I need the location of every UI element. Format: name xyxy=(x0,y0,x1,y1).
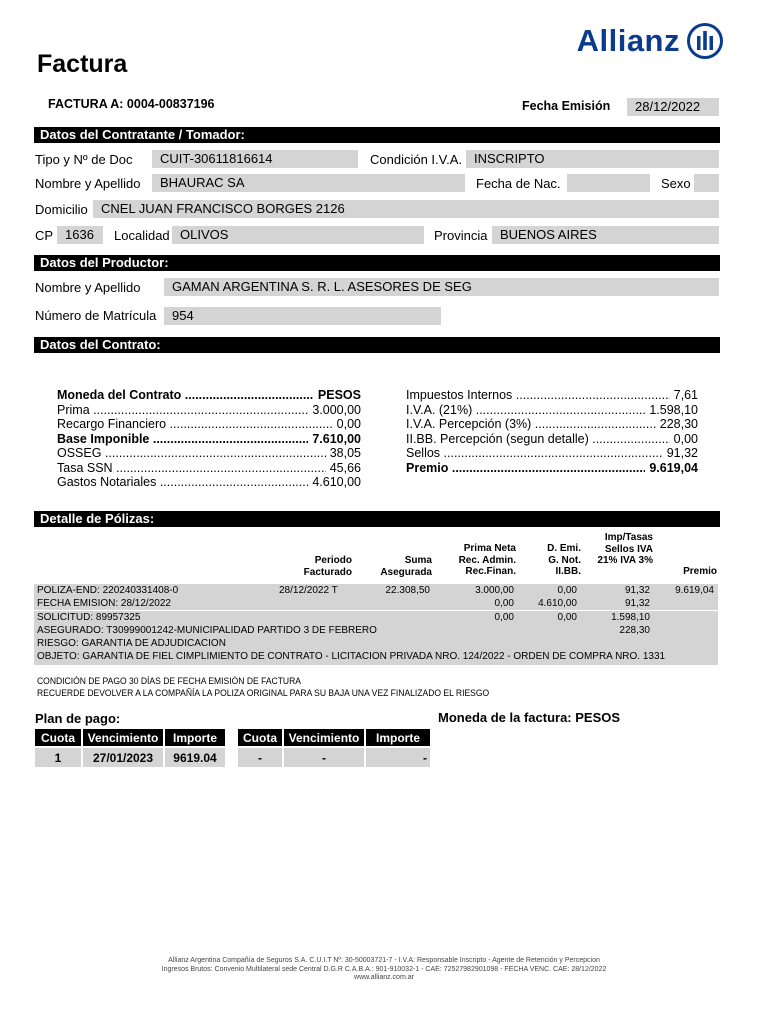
contract-row-premio: Premio ..... 9.619,04 xyxy=(406,461,698,476)
table-row: SOLICITUD: 89957325 0,00 0,00 1.598,10 xyxy=(37,612,650,623)
vencimiento-value: - xyxy=(283,747,365,767)
col-vencimiento: Vencimiento xyxy=(82,729,164,747)
cuota-value: - xyxy=(238,747,283,767)
vencimiento-value: 27/01/2023 xyxy=(82,747,164,767)
section-contrato-header: Datos del Contrato: xyxy=(34,337,720,353)
col-importe: Importe xyxy=(365,729,431,747)
col-importe: Importe xyxy=(164,729,226,747)
table-row xyxy=(35,747,226,767)
note-return-policy: RECUERDE DEVOLVER A LA COMPAÑÍA LA POLIZA ORIGINAL PARA SU BAJA UNA VEZ FINALIZADO EL RIESGO xyxy=(37,688,490,698)
contract-row-moneda: Moneda del Contrato ..... PESOS xyxy=(57,388,361,403)
cp-value: 1636 xyxy=(57,226,103,244)
col-cuota: Cuota xyxy=(238,729,283,747)
matricula-label: Número de Matrícula xyxy=(35,308,157,323)
doc-value: CUIT-30611816614 xyxy=(152,150,358,168)
section-productor-header: Datos del Productor: xyxy=(34,255,720,271)
invoice-number: FACTURA A: 0004-00837196 xyxy=(48,97,215,111)
table-row: RIESGO: GARANTIA DE ADJUDICACION xyxy=(37,638,226,649)
birth-value xyxy=(567,174,650,192)
province-label: Provincia xyxy=(434,228,488,243)
table-row: OBJETO: GARANTIA DE FIEL CIMPLIMIENTO DE CONTRATO - LICITACION PRIVADA NRO. 124/2022 - ORDEN DE COMPRA NRO. 1331 xyxy=(37,651,666,662)
poliza-block-top xyxy=(34,584,718,610)
col-demi: D. Emi. G. Not. II.BB. xyxy=(547,543,581,577)
contract-row-prima: Prima ..... 3.000,00 xyxy=(57,403,361,418)
matricula-value: 954 xyxy=(164,307,441,325)
brand-name: Allianz xyxy=(576,23,680,58)
brand-logo xyxy=(577,22,724,60)
doc-label: Tipo y Nº de Doc xyxy=(35,152,133,167)
footer-link[interactable]: www.allianz.com.ar xyxy=(354,974,414,981)
col-suma: Suma Asegurada xyxy=(380,555,432,578)
table-row: POLIZA-END: 220240331408-0 28/12/2022 T 22.308,50 3.000,00 0,00 91,32 9.619,04 xyxy=(37,585,714,596)
iva-value: INSCRIPTO xyxy=(466,150,719,168)
city-label: Localidad xyxy=(114,228,170,243)
contract-row-sellos: Sellos ..... 91,32 xyxy=(406,446,698,461)
importe-value: - xyxy=(365,747,431,767)
emission-date-label: Fecha Emisión xyxy=(522,99,611,113)
col-prima: Prima Neta Rec. Admin. Rec.Finan. xyxy=(458,543,516,577)
cuota-value: 1 xyxy=(35,747,82,767)
contract-row-iva21: I.V.A. (21%) ..... 1.598,10 xyxy=(406,403,698,418)
address-label: Domicilio xyxy=(35,202,88,217)
address-value: CNEL JUAN FRANCISCO BORGES 2126 xyxy=(93,200,719,218)
contract-row-osseg: OSSEG ..... 38,05 xyxy=(57,446,361,461)
payment-table-left xyxy=(35,729,227,767)
city-value: OLIVOS xyxy=(172,226,424,244)
currency-label: Moneda de la factura: PESOS xyxy=(438,710,621,725)
col-imp: Imp/Tasas Sellos IVA 21% IVA 3% xyxy=(597,532,653,566)
section-contratante-header: Datos del Contratante / Tomador: xyxy=(34,127,720,143)
table-row: FECHA EMISION: 28/12/2022 0,00 4.610,00 91,32 xyxy=(37,598,650,609)
contract-row-impuestos: Impuestos Internos ..... 7,61 xyxy=(406,388,698,403)
birth-label: Fecha de Nac. xyxy=(476,176,561,191)
contract-row-iibb: II.BB. Percepción (segun detalle) ..... 0,00 xyxy=(406,432,698,447)
cp-label: CP xyxy=(35,228,54,243)
col-periodo: Periodo Facturado xyxy=(303,555,352,578)
contract-row-recargo: Recargo Financiero ..... 0,00 xyxy=(57,417,361,432)
contract-row-iva3: I.V.A. Percepción (3%) ..... 228,30 xyxy=(406,417,698,432)
plan-label: Plan de pago: xyxy=(35,711,121,726)
footer-line: Allianz Argentina Compañía de Seguros S.A. C.U.I.T Nº: 30-50003721-7 - I.V.A: Responsable Inscripto - Agente de Retención y Percepcion xyxy=(168,957,600,964)
name-value: BHAURAC SA xyxy=(152,174,465,192)
table-row xyxy=(238,747,431,767)
allianz-eagle-icon xyxy=(686,22,724,60)
note-payment-condition: CONDICIÓN DE PAGO 30 DÍAS DE FECHA EMISIÓN DE FACTURA xyxy=(37,676,301,686)
section-polizas-header: Detalle de Pólizas: xyxy=(34,511,720,527)
productor-name-value: GAMAN ARGENTINA S. R. L. ASESORES DE SEG xyxy=(164,278,719,296)
contract-row-gastos: Gastos Notariales ..... 4.610,00 xyxy=(57,475,361,490)
emission-date-value: 28/12/2022 xyxy=(627,98,719,116)
col-premio: Premio xyxy=(683,566,717,577)
col-vencimiento: Vencimiento xyxy=(283,729,365,747)
productor-name-label: Nombre y Apellido xyxy=(35,280,141,295)
contract-row-ssn: Tasa SSN ..... 45,66 xyxy=(57,461,361,476)
footer-line: Ingresos Brutos: Convenio Multilateral sede Central D.G.R C.A.B.A.: 901-910032-1 - CAE: 72527982901098 - FECHA VENC. CAE: 28/12/2022 xyxy=(161,965,607,973)
sex-value xyxy=(694,174,719,192)
poliza-block-bottom xyxy=(34,611,718,665)
importe-value: 9619.04 xyxy=(164,747,226,767)
sex-label: Sexo xyxy=(661,176,691,191)
name-label: Nombre y Apellido xyxy=(35,176,141,191)
province-value: BUENOS AIRES xyxy=(492,226,719,244)
page-title: Factura xyxy=(37,50,128,78)
table-row: ASEGURADO: T30999001242-MUNICIPALIDAD PARTIDO 3 DE FEBRERO 228,30 xyxy=(37,625,650,636)
iva-label: Condición I.V.A. xyxy=(370,152,463,167)
contract-row-base: Base Imponible ..... 7.610,00 xyxy=(57,432,361,447)
payment-table-right xyxy=(238,729,432,767)
col-cuota: Cuota xyxy=(35,729,82,747)
footer xyxy=(0,957,768,983)
